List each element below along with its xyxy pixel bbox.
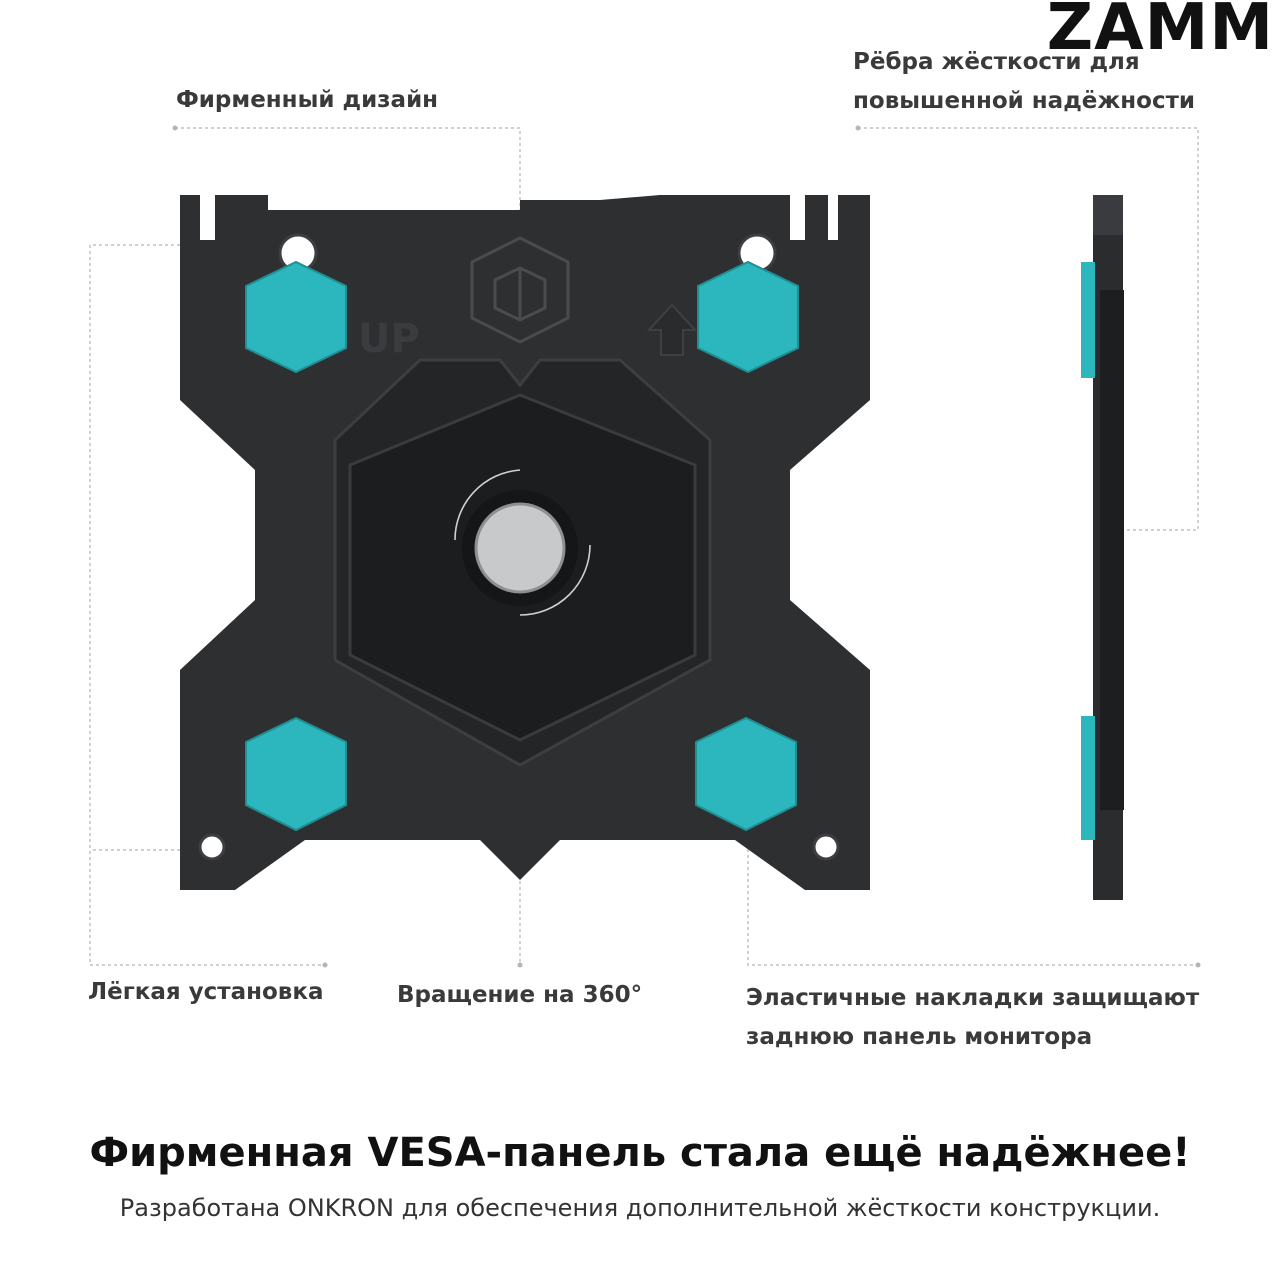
subheadline: Разработана ONKRON для обеспечения дополнительной жёсткости конструкции.: [119, 1194, 1161, 1222]
label-easy-install: Лёгкая установка: [88, 979, 324, 1005]
side-profile-view: [1081, 195, 1124, 900]
brand-logo: ZAMM: [1046, 0, 1274, 65]
label-rotation: Вращение на 360°: [397, 982, 643, 1008]
pad-bottom-left: [246, 718, 346, 830]
pad-top-right: [698, 262, 798, 372]
center-bolt: [476, 504, 564, 592]
label-brand-design: Фирменный дизайн: [176, 87, 439, 113]
label-ribs-line1: Рёбра жёсткости для: [853, 49, 1140, 75]
label-pads-line2: заднюю панель монитора: [746, 1024, 1093, 1050]
plate-up-marking: UP: [358, 316, 420, 362]
pad-bottom-right: [696, 718, 796, 830]
label-ribs-line2: повышенной надёжности: [853, 88, 1196, 114]
label-pads-line1: Эластичные накладки защищают: [746, 985, 1200, 1011]
pad-top-left: [246, 262, 346, 372]
headline: Фирменная VESA-панель стала ещё надёжнее!: [89, 1130, 1191, 1176]
leader-ribs: [858, 128, 1198, 530]
